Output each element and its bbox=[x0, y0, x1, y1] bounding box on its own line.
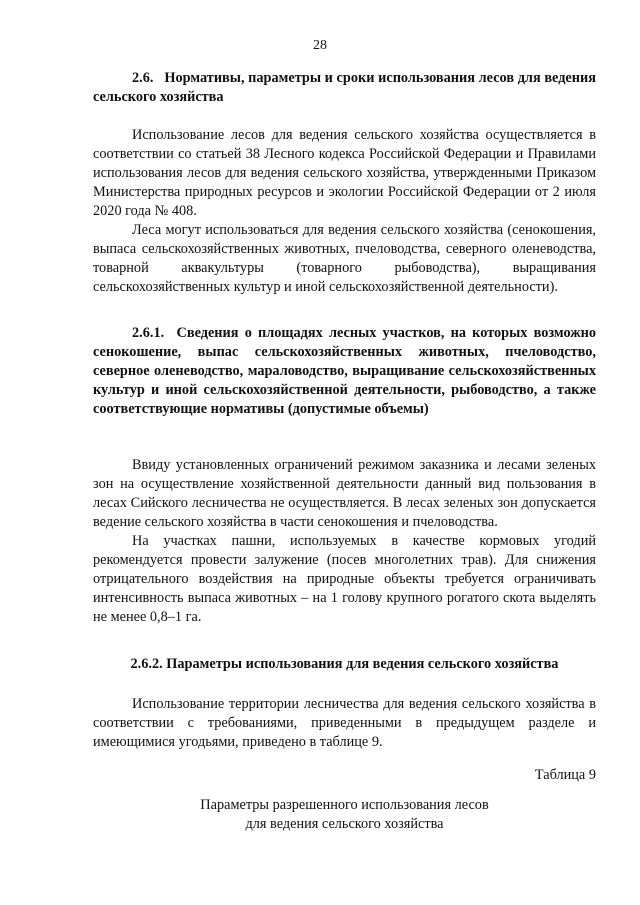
section-heading: 2.6.2. Параметры использования для ведения сельского хозяйства bbox=[130, 656, 559, 672]
page-number: 28 bbox=[313, 38, 327, 53]
section-2-6-heading bbox=[93, 69, 596, 107]
section-2-6-1-body bbox=[93, 456, 596, 627]
section-number: 2.6. bbox=[132, 70, 154, 86]
paragraph: Использование территории лесничества для ведения сельского хозяйства в соответствии с требованиями, приведенными в предыдущем разделе и имеющимися угодьями, приведено в таблице 9. bbox=[93, 696, 596, 750]
table-caption-block bbox=[93, 796, 596, 834]
section-2-6-2-heading bbox=[93, 655, 596, 674]
paragraph: Леса могут использоваться для ведения сельского хозяйства (сенокошения, выпаса сельскохозяйственных животных, пчеловодства, северного оленеводства, товарной аквакультуры (товарного рыбоводства), выращивания сельскохозяйственных культур и иной сельскохозяйственной деятельности). bbox=[93, 222, 596, 295]
table-caption-line-1: Параметры разрешенного использования лесов bbox=[200, 797, 489, 813]
section-2-6-2-body bbox=[93, 695, 596, 752]
paragraph: На участках пашни, используемых в качестве кормовых угодий рекомендуется провести залужение (посев многолетних трав). Для снижения отрицательного воздействия на природные объекты требуется ограничивать интенсивность выпаса животных – на 1 голову крупного рогатого скота выделять не менее 0,8–1 га. bbox=[93, 533, 596, 625]
table-label: Таблица 9 bbox=[534, 767, 596, 783]
table-label-block bbox=[93, 766, 596, 785]
section-title: Нормативы, параметры и сроки использования лесов для ведения сельского хозяйства bbox=[93, 70, 596, 105]
table-caption-line-2: для ведения сельского хозяйства bbox=[245, 816, 444, 832]
section-2-6-1-heading bbox=[93, 324, 596, 419]
section-title: Сведения о площадях лесных участков, на которых возможно сенокошение, выпас сельскохозяйственных животных, пчеловодство, северное оленеводство, мараловодство, выращивание сельскохозяйственных культур и иной сельскохозяйственной деятельности, рыбоводство, а также соответствующие нормативы (допустимые объемы) bbox=[93, 325, 596, 417]
section-number: 2.6.1. bbox=[132, 325, 165, 341]
section-2-6-body bbox=[93, 126, 596, 297]
paragraph: Использование лесов для ведения сельского хозяйства осуществляется в соответствии со статьей 38 Лесного кодекса Российской Федерации и Правилами использования лесов для ведения сельского хозяйства, утвержденными Приказом Министерства природных ресурсов и экологии Российской Федерации от 2 июля 2020 года № 408. bbox=[93, 127, 596, 219]
paragraph: Ввиду установленных ограничений режимом заказника и лесами зеленых зон на осуществление хозяйственной деятельности данный вид пользования в лесах Сийского лесничества не осуществляется. В лесах зеленых зон допускается ведение сельского хозяйства в части сенокошения и пчеловодства. bbox=[93, 457, 596, 530]
